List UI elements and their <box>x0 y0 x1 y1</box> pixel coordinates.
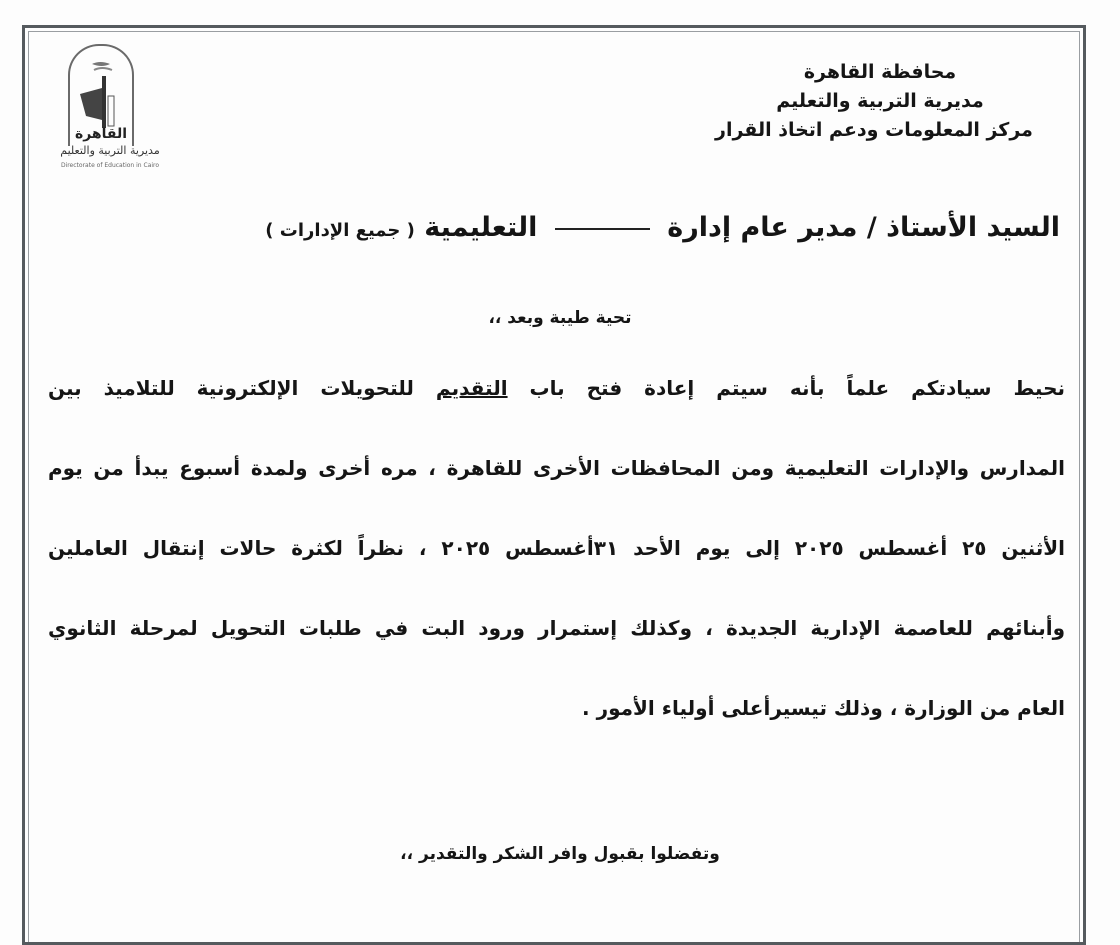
body-line-1 <box>48 368 1065 448</box>
closing-line: وتفضلوا بقبول وافر الشكر والتقدير ،، <box>400 844 720 864</box>
addressee-prefix: السيد الأستاذ / مدير عام إدارة <box>667 212 1060 243</box>
letterhead-directorate: مديرية التربية والتعليم <box>776 90 984 112</box>
addressee-suffix: التعليمية <box>424 212 538 243</box>
letterhead-governorate: محافظة القاهرة <box>803 61 957 83</box>
body-line-2: المدارس والإدارات التعليمية ومن المحافظات الأخرى للقاهرة ، مره أخرى ولمدة أسبوع يبدأ من يوم <box>48 456 1065 480</box>
logo-english-caption: Directorate of Education in Cairo <box>60 162 160 169</box>
letterhead-center: مركز المعلومات ودعم اتخاذ القرار <box>715 119 1033 141</box>
logo-city-name: القاهرة <box>74 126 128 142</box>
addressee-blank <box>555 228 650 230</box>
body-line-3: الأثنين ٢٥ أغسطس ٢٠٢٥ إلى يوم الأحد ٣١أغسطس ٢٠٢٥ ، نظراً لكثرة حالات إنتقال العاملين <box>48 536 1065 560</box>
addressee-line <box>265 212 1060 243</box>
letter-body <box>48 368 1065 768</box>
body-line-5: العام من الوزارة ، وذلك تيسيرأعلى أولياء الأمور . <box>582 696 1065 720</box>
body-line-1-end: للتحويلات الإلكترونية للتلاميذ بين <box>48 376 436 400</box>
logo-arabic-caption: مديرية التربية والتعليم <box>60 144 160 157</box>
body-line-1-start: نحيط سيادتكم علماً بأنه سيتم إعادة فتح باب <box>507 376 1066 400</box>
letterhead <box>655 58 1075 145</box>
greeting: تحية طيبة وبعد ،، <box>488 308 632 328</box>
cairo-education-logo <box>40 40 180 180</box>
addressee-note: ( جميع الإدارات ) <box>265 220 415 241</box>
body-line-1-underlined: التقديم <box>435 376 508 400</box>
body-line-4: وأبنائهم للعاصمة الإدارية الجديدة ، وكذلك إستمرار ورود البت في طلبات التحويل لمرحلة الثانوي <box>48 616 1065 640</box>
